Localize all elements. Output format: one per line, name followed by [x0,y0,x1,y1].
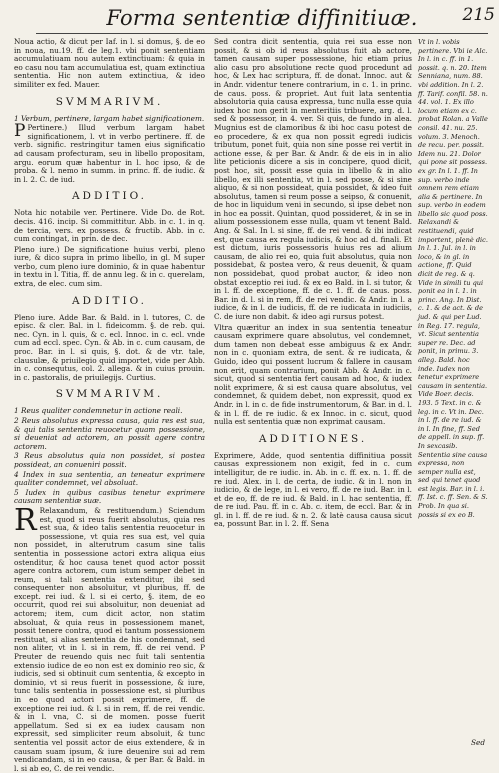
summarium-list-1 [14,115,205,124]
additiones-paragraph: Exprimere, Adde, quod sententia diffinitiua possit causas expressionem non exigit, fed in c. cum intelligitur, de re iudic. in. Ab. in c. ff. ex. n. 1. ff. de re iud. Alex. in l. de certa, de iudic. & in l. non in iudicio, & de lege, in l. ei vero, ff. de re iud. Bar. in l. et de eo, ff. de re iud. & Bald. in l. hac sententia, ff. de re iud. Pau. ff. in c. Ab. c. item, de eccl. Bar. & in gl. in l. ff. de re iud. & n. 2. & latè causa causa sicut ea, possunt Bar. in l. 2. ff. Sena [214,450,412,529]
margin-notes [418,38,488,748]
header-rule [36,33,488,34]
summarium-item: 2 Reus absolutus expressa causa, quia res est sua, & qui talis sententia reuocetur quam possessione, si deueniat ad actorem, an possit agere contra actorem. [14,416,205,451]
summarium-item: 4 Index in sua sententia, an teneatur exprimere qualiter condemnet, vel absoluat. [14,469,205,488]
middle-paragraph-2: Vltra quæritur an index in sua sententia teneatur causam exprimere quare absolutus, vel condemnet, dum tamen non debeat esse ambiguus & ex Andr. non in c. quoniam extra, de sent. & re iudicata, & Guido, ideo qui possent lucrum & fallere in causam non erit, quam contrarium, ponit Abb. & Andr. in c. sicut, quod si sententia fert causam ad hoc, & iudex nolit exprimere, & si est causa quare absolutus, vel condemnet, & quidem debet, non expressit, quod ex Andr. in l. in c. de fide instrumentorum, & Bar. in d. l. & in l. ff. de re iudic. & ex Innoc. in c. sicut, quod nulla est sententia quæ non exprimat causam. [214,322,412,427]
running-header [38,4,486,34]
left-column [14,37,205,773]
summarium-item: 5 Iudex in quibus casibus tenetur exprimere causam sententiæ suæ. [14,487,205,506]
additiones-heading: ADDITIONES. [258,432,368,445]
summarium-item: 1 Reus qualiter condemnetur in actione reali. [14,406,183,416]
additio-heading-2: ADDITIO. [71,294,148,307]
paragraph-text: Pertinere.) Illud verbum largam habet significationem, l. vt in verbo pertinere. ff. de verb. signific. restringitur tamen eius significatio ad causam profecturam, seu in libello propositam, argu. eorum quæ habentur in l. hoc ipso, & de proba. & l. nemo in summ. in princ. ff. de iudic. & in l. 2. C. de iud. [14,123,205,184]
summarium-item: 3 Reus absolutus quia non possidet, si postea possideat, an conueniri possit. [14,451,205,469]
paragraph-text: Relaxandum, & restituendum.) Sciendum est, quod si reus fuerit absolutus, quia res est sua, & ideo talis sententia reuocetur in possessione, vt quia res sua est, vel quia non possidet, in alterutrum casum sine talis sententia in possessione actori extra aliqua eius ostenditur, & hoc causa tenet quod actor possit agere contra actorem, cum istum semper debet in reum, si tali sententia extenditur, ibi sed consequenter non absoluitur, vt pluribus, ff. de except. rei iud. & l. si ei certo, §. item, de eo occurrit, quod rei sui absoluitur, non deueniat ad actorem; item, cum dicit actor, non statim absoluat, & quia reus in possessionem manet, possit tenere contra, quod ei tantum possessionem restituat, si alias sententia de his condemnat, sed non aliter, vt in l. si in rem, ff. de rei vend. P Preuter de reuendo quis nec fuit tali sententia extensio iudice de eo non est ex dominio reo sic, & iudicis, sed si obtinuit cum sententia, & excepto in dominio, vt si reus fuerit in possessione, & iure, tunc talis sententia in possessione est, si pluribus in eo quod actori possit exprimere, ff. de exceptione rei iud. & l. si in rem, ff. de rei vendic. & in l. vna, C. si de momen. posse fuerit appellatum. Sed si ex ea iudex causam non expressit, sed simpliciter reum absoluit, & tunc sententia vel possit actor de eius extendere, & in causam suam ipsum, & iure deuenire sui ad rem vendicandam, si in eo causa, & per Bar. & Bald. in l. si ab eo, C. de rei vendic. [14,505,205,773]
summarium-heading-1: SVMMARIVM. [55,95,164,108]
additio-paragraph-2: Pleno iure. Adde Bar. & Bald. in l. tutores, C. de episc. & cler. Bal. in l. fideicomm. §. de reb. qui. nec. Cyn. in l. quis, & c. ecl. Innoc. in c. ecl. vnde cum ad eccl. spec. Cyn. & Ab. in c. cum causam, de proc. Bar. in l. si quis, §. dot. & de vtr. tale, clausulæ, & priuilegio quid importet, vide per Abb. in c. consequtus, col. 2. allega. & in cuius prouin. in c. pastoralis, de priuilegijs. Curtius. [14,312,205,382]
paragraph-relaxandum [14,502,205,773]
paragraph-pertinere [14,121,205,184]
additio-paragraph-1: Nota hic notabile ver. Pertinere. Vide Do. de Rot. decis. 416. incip. Si committitur. Abb. in c. 1. in q. de tercia, vers. ex possess. & fructib. Abb. in c. cum contingat, in prin. de dec. [14,208,205,244]
summarium-list-2 [14,407,205,506]
running-title: Forma sententiæ diffinitiuæ. [106,6,418,30]
middle-paragraph-1: Sed contra dicit sententia, quia rei sua esse non possit, & si ob id reus absolutus fuit ab actore, tamen causam super possessione, hic etiam prius alio casu pro absolutione recte quod procedunt ad hoc, & Lex hac scriptura, ff. de donat. Innoc. aut & in Andr. videntur tenere contrarium, in c. 1. in princ. de caus. poss. & propriet. Aut fuit lata sententia absolutoria quia causa expressa, tunc nulla esse quia iudex hoc non gerit in menteritiis tribuere, arg. d. l. sed & possessor, in 4. ver. Si quis, de fundo in alea. Mugnius est de clamoribus & ibi hoc casu potest de eo procedere, & ex qua non possit egredi iudicis tributum, ponet fuit, quia non sine posse rei vertit in actione esse, & per Bar. & Andr. & de eis in in alio lite peticionis dicere a sis in concipere, quod dicit, post hoc, sit, possit esse quia in libello & in alio libello, ex illi sententia, vt in l. sed posse, & si sine aliquo, & si non possideat, quia possidet, & ideo fuit absolutus, tamen si reum posse a seipso, & conuenit, de hoc in liquidum veni in secundo, si ipse debet non in hoc ea possit. Quintan, quod possideret, & in se in alium possessionem esse nulla, quam vt tenent Bald. Ang. & Sal. In l. si sine, ff. de rei vend. & ibi indicat est, que causa ex regula iudicis, & hoc ad d. finali. Et est dictum, iuris possessoris huius res ad alium causam, de alio rei eo, quia fuit absolutus, quia non possidebat, & postea vero, & reus deuenit, & quam non possidebat, quod probat auctor, & ideo non obstat exceptio rei iud. & ex eo Bald. in l. si tutor, & in l. ff. de exceptione, ff. de c. 1. ff. de caus. poss. Bar. in d. l. si in rem, ff. de rei vendic. & Andr. in l. a iudice, & in l. de iudicis, ff. de re iudicata in iudiciis, C. de iure non dabit. & ideo agi rursus potest. [214,37,412,321]
page-number: 215 [462,5,495,25]
summarium-item: 1 Verbum, pertinere, largam habet significationem. [14,113,205,123]
margin-note-text: Vt in l. vobis pertinere. Vbi ie Alc. In l. in c. ff. in 1. possit. q. n. 20. Item Senniana, num. 88. vbi addition. In l. 2. ff. Tarif. confil. 58. n. 44. vol. 1. Ex illo locum etiam ex c. probat Rolan. a Valle consil. 41. nu. 25. volum. 3. Menoch. de recu. per. possit. Idem nu. 21. Dolor qui pone sit possess. ex gr. In l. 1. ff. In sup. verbo inde omnem rem etiam alia & pertinere. In sup. verbo in eodem libello sic quod poss. Relaxandi & restituendi, quid importent, plenè dic. In l. 1. Jul. in l. in loco, & in gl. in actione, ff. Quid dicit de reg. & q. Vide in simili tu qui ponit ea in l. 1. in princ. Ang. In Dist. c. 1. & de act. & de jud. & qui per Lud. in Reg. 17. regula, vt. Sicut sententia super re. Dec. ad ponit, in primu. 3. alleg. Bald. hoc inde. Iudex non tenetur exprimere causam in sententia. Vide Boer. decis. 193. 5 Text. in c. & leg. in c. Vt in. Dec. in l. ff. de re iud. & in l. In fine, ff. Sed de appell. in sup. ff. In sexcasib. Sententia sine causa expressa, non semper nulla est, sed qui tenet quod est legis. Bar. in l. i. ff. Ist. c. ff. Sen. & S. Prob. In qua si. possis si ex eo B. [418,38,488,519]
drop-capital: P [14,121,26,142]
additio-heading-1: ADDITIO. [71,190,148,203]
drop-capital: R [14,502,37,538]
paragraph-pleno-iure: Pleno iure.) De significatione huius verbi, pleno iure, & dico supra in primo libello, in gl. M super verbo, cum pleno iure dominio, & in quae habentur in textu in l. Titia, ff. de annu leg. & in c. querelam, extra, de elec. cum sim. [14,244,205,289]
middle-column [214,38,412,748]
left-top-paragraph: Noua actio, & dicut per Iaf. in l. si domus, §. de eo in noua, nu.19. ff. de leg.1. vbi ponit sententiam accumulatiuam nou autem extinctiuam: & quia in eo casu nou tam accumulatiua est, quam extinctiua sententia. Hic non autem extinctiua, & ideo similiter ex fed. Mauer. [14,37,205,89]
catchword: Sed [471,738,485,747]
summarium-heading-2: SVMMARIVM. [55,388,164,401]
